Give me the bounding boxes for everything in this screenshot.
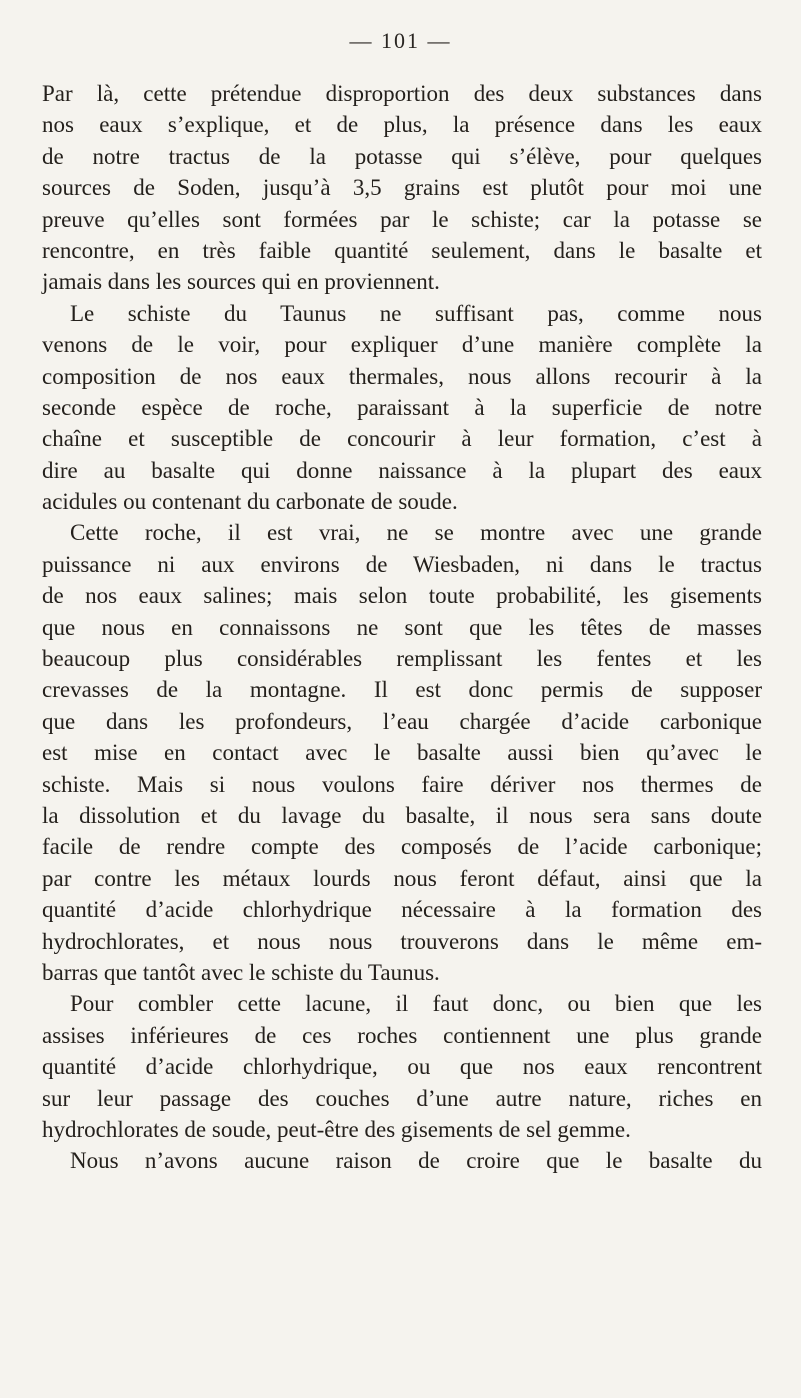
text-line: venons de le voir, pour expliquer d’une manière complète la bbox=[42, 332, 762, 358]
text-line: puissance ni aux environs de Wiesbaden, ni dans le tractus bbox=[42, 551, 762, 577]
text-line: crevasses de la montagne. Il est donc permis de supposer bbox=[42, 677, 762, 703]
text-line: que nous en connaissons ne sont que les têtes de masses bbox=[42, 614, 762, 640]
body-text bbox=[42, 78, 762, 1177]
text-line: Par là, cette prétendue disproportion des deux substances dans bbox=[42, 81, 762, 106]
text-line: Nous n’avons aucune raison de croire que le basalte du bbox=[70, 1148, 762, 1174]
text-line: Pour combler cette lacune, il faut donc, ou bien que les bbox=[70, 991, 762, 1017]
text-line: rencontre, en très faible quantité seulement, dans le basalte et bbox=[42, 237, 762, 263]
text-line: beaucoup plus considérables remplissant les fentes et les bbox=[42, 646, 762, 672]
text-line: sources de Soden, jusqu’à 3,5 grains est plutôt pour moi une bbox=[42, 175, 762, 201]
text-line: sur leur passage des couches d’une autre nature, riches en bbox=[42, 1085, 762, 1111]
text-line: de nos eaux salines; mais selon toute probabilité, les gisements bbox=[42, 583, 762, 609]
text-line: dire au basalte qui donne naissance à la plupart des eaux bbox=[42, 457, 762, 483]
text-line: facile de rendre compte des composés de l’acide carbonique; bbox=[42, 834, 762, 860]
text-line: seconde espèce de roche, paraissant à la superficie de notre bbox=[42, 394, 762, 420]
text-line: composition de nos eaux thermales, nous allons recourir à la bbox=[42, 363, 762, 389]
text-line: nos eaux s’explique, et de plus, la présence dans les eaux bbox=[42, 112, 762, 138]
text-line: jamais dans les sources qui en proviennent. bbox=[42, 269, 440, 295]
text-line: acidules ou contenant du carbonate de soude. bbox=[42, 489, 458, 515]
text-line: barras que tantôt avec le schiste du Taunus. bbox=[42, 959, 440, 985]
text-line: assises inférieures de ces roches contiennent une plus grande bbox=[42, 1022, 762, 1048]
text-line: Cette roche, il est vrai, ne se montre avec une grande bbox=[70, 520, 762, 546]
text-line: Le schiste du Taunus ne suffisant pas, comme nous bbox=[70, 300, 762, 326]
text-line: hydrochlorates, et nous nous trouverons dans le même em- bbox=[42, 928, 762, 954]
text-line: est mise en contact avec le basalte aussi bien qu’avec le bbox=[42, 740, 762, 766]
text-line: que dans les profondeurs, l’eau chargée d’acide carbonique bbox=[42, 708, 762, 734]
text-line: preuve qu’elles sont formées par le schiste; car la potasse se bbox=[42, 206, 762, 232]
text-line: la dissolution et du lavage du basalte, il nous sera sans doute bbox=[42, 802, 762, 828]
text-line: chaîne et susceptible de concourir à leur formation, c’est à bbox=[42, 426, 762, 452]
text-line: par contre les métaux lourds nous feront défaut, ainsi que la bbox=[42, 865, 762, 891]
text-line: de notre tractus de la potasse qui s’élève, pour quelques bbox=[42, 143, 762, 169]
page-number: — 101 — bbox=[349, 28, 452, 53]
text-line: hydrochlorates de soude, peut-être des gisements de sel gemme. bbox=[42, 1116, 631, 1142]
text-line: quantité d’acide chlorhydrique, ou que nos eaux rencontrent bbox=[42, 1054, 762, 1080]
text-line: schiste. Mais si nous voulons faire dériver nos thermes de bbox=[42, 771, 762, 797]
text-line: quantité d’acide chlorhydrique nécessaire à la formation des bbox=[42, 897, 762, 923]
